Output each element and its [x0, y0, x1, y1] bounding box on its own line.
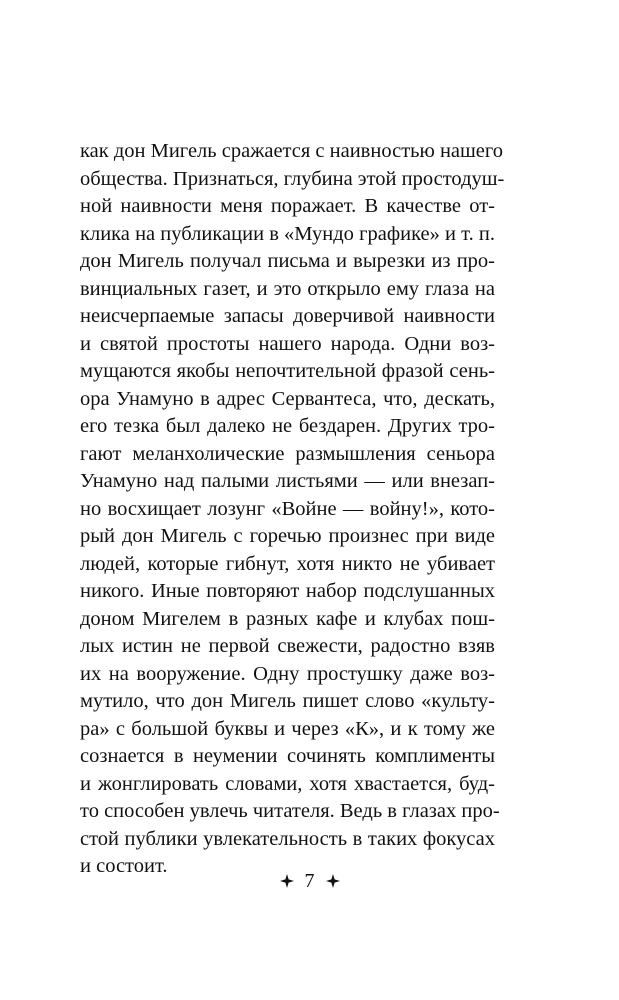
four-point-star-icon — [280, 874, 294, 888]
text-line: неисчерпаемые запасы доверчивой наивности — [80, 305, 495, 327]
text-line: общества. Признаться, глубина этой простодуш- — [80, 167, 505, 190]
text-line: мущаются якобы непочтительной фразой сень- — [80, 360, 495, 382]
text-line: то способен увлечь читателя. Ведь в глазах про- — [80, 800, 500, 822]
text-line: и жонглировать словами, хотя хвастается, буд- — [80, 772, 495, 795]
text-line: винциальных газет, и это открыло ему глаза на — [80, 277, 495, 300]
text-line: доном Мигелем в разных кафе и клубах пош- — [80, 607, 495, 630]
text-line: гают меланхолические размышления сеньора — [80, 442, 495, 465]
text-line: стой публики увлекательность в таких фокусах — [80, 827, 495, 850]
four-point-star-icon — [326, 874, 340, 888]
text-line: его тезка был далеко не бездарен. Других тро- — [80, 415, 495, 437]
text-line: мутило, что дон Мигель пишет слово «культу- — [80, 690, 495, 712]
text-line: и святой простоты нашего народа. Одни воз- — [80, 332, 495, 355]
text-line: лых истин не первой свежести, радостно взяв — [80, 635, 495, 657]
text-line: никого. Иные повторяют набор подслушанных — [80, 580, 495, 602]
text-line: людей, которые гибнут, хотя никто не убивает — [80, 552, 495, 575]
text-line: дон Мигель получал письма и вырезки из про- — [80, 250, 495, 272]
page-number: 7 — [304, 870, 315, 893]
text-line: ной наивности меня поражает. В качестве от- — [80, 195, 495, 217]
text-line: клика на публикации в «Мундо графике» и т. п. — [80, 222, 495, 245]
page-folio — [0, 866, 619, 895]
text-line: но восхищает лозунг «Войне — войну!», кото- — [80, 497, 495, 520]
text-line: ра» с большой буквы и через «К», и к тому же — [80, 717, 495, 740]
text-line: сознается в неумении сочинять комплименты — [80, 745, 495, 767]
text-line: ора Унамуно в адрес Сервантеса, что, дескать, — [80, 387, 495, 410]
text-line-last: и состоит. — [80, 855, 168, 877]
text-line: Унамуно над палыми листьями — или внезап- — [80, 470, 495, 492]
body-text — [80, 138, 505, 881]
text-line: рый дон Мигель с горечью произнес при виде — [80, 525, 495, 547]
text-line: как дон Мигель сражается с наивностью нашего — [80, 140, 504, 162]
text-line: их на вооружение. Одну простушку даже воз- — [80, 662, 495, 685]
